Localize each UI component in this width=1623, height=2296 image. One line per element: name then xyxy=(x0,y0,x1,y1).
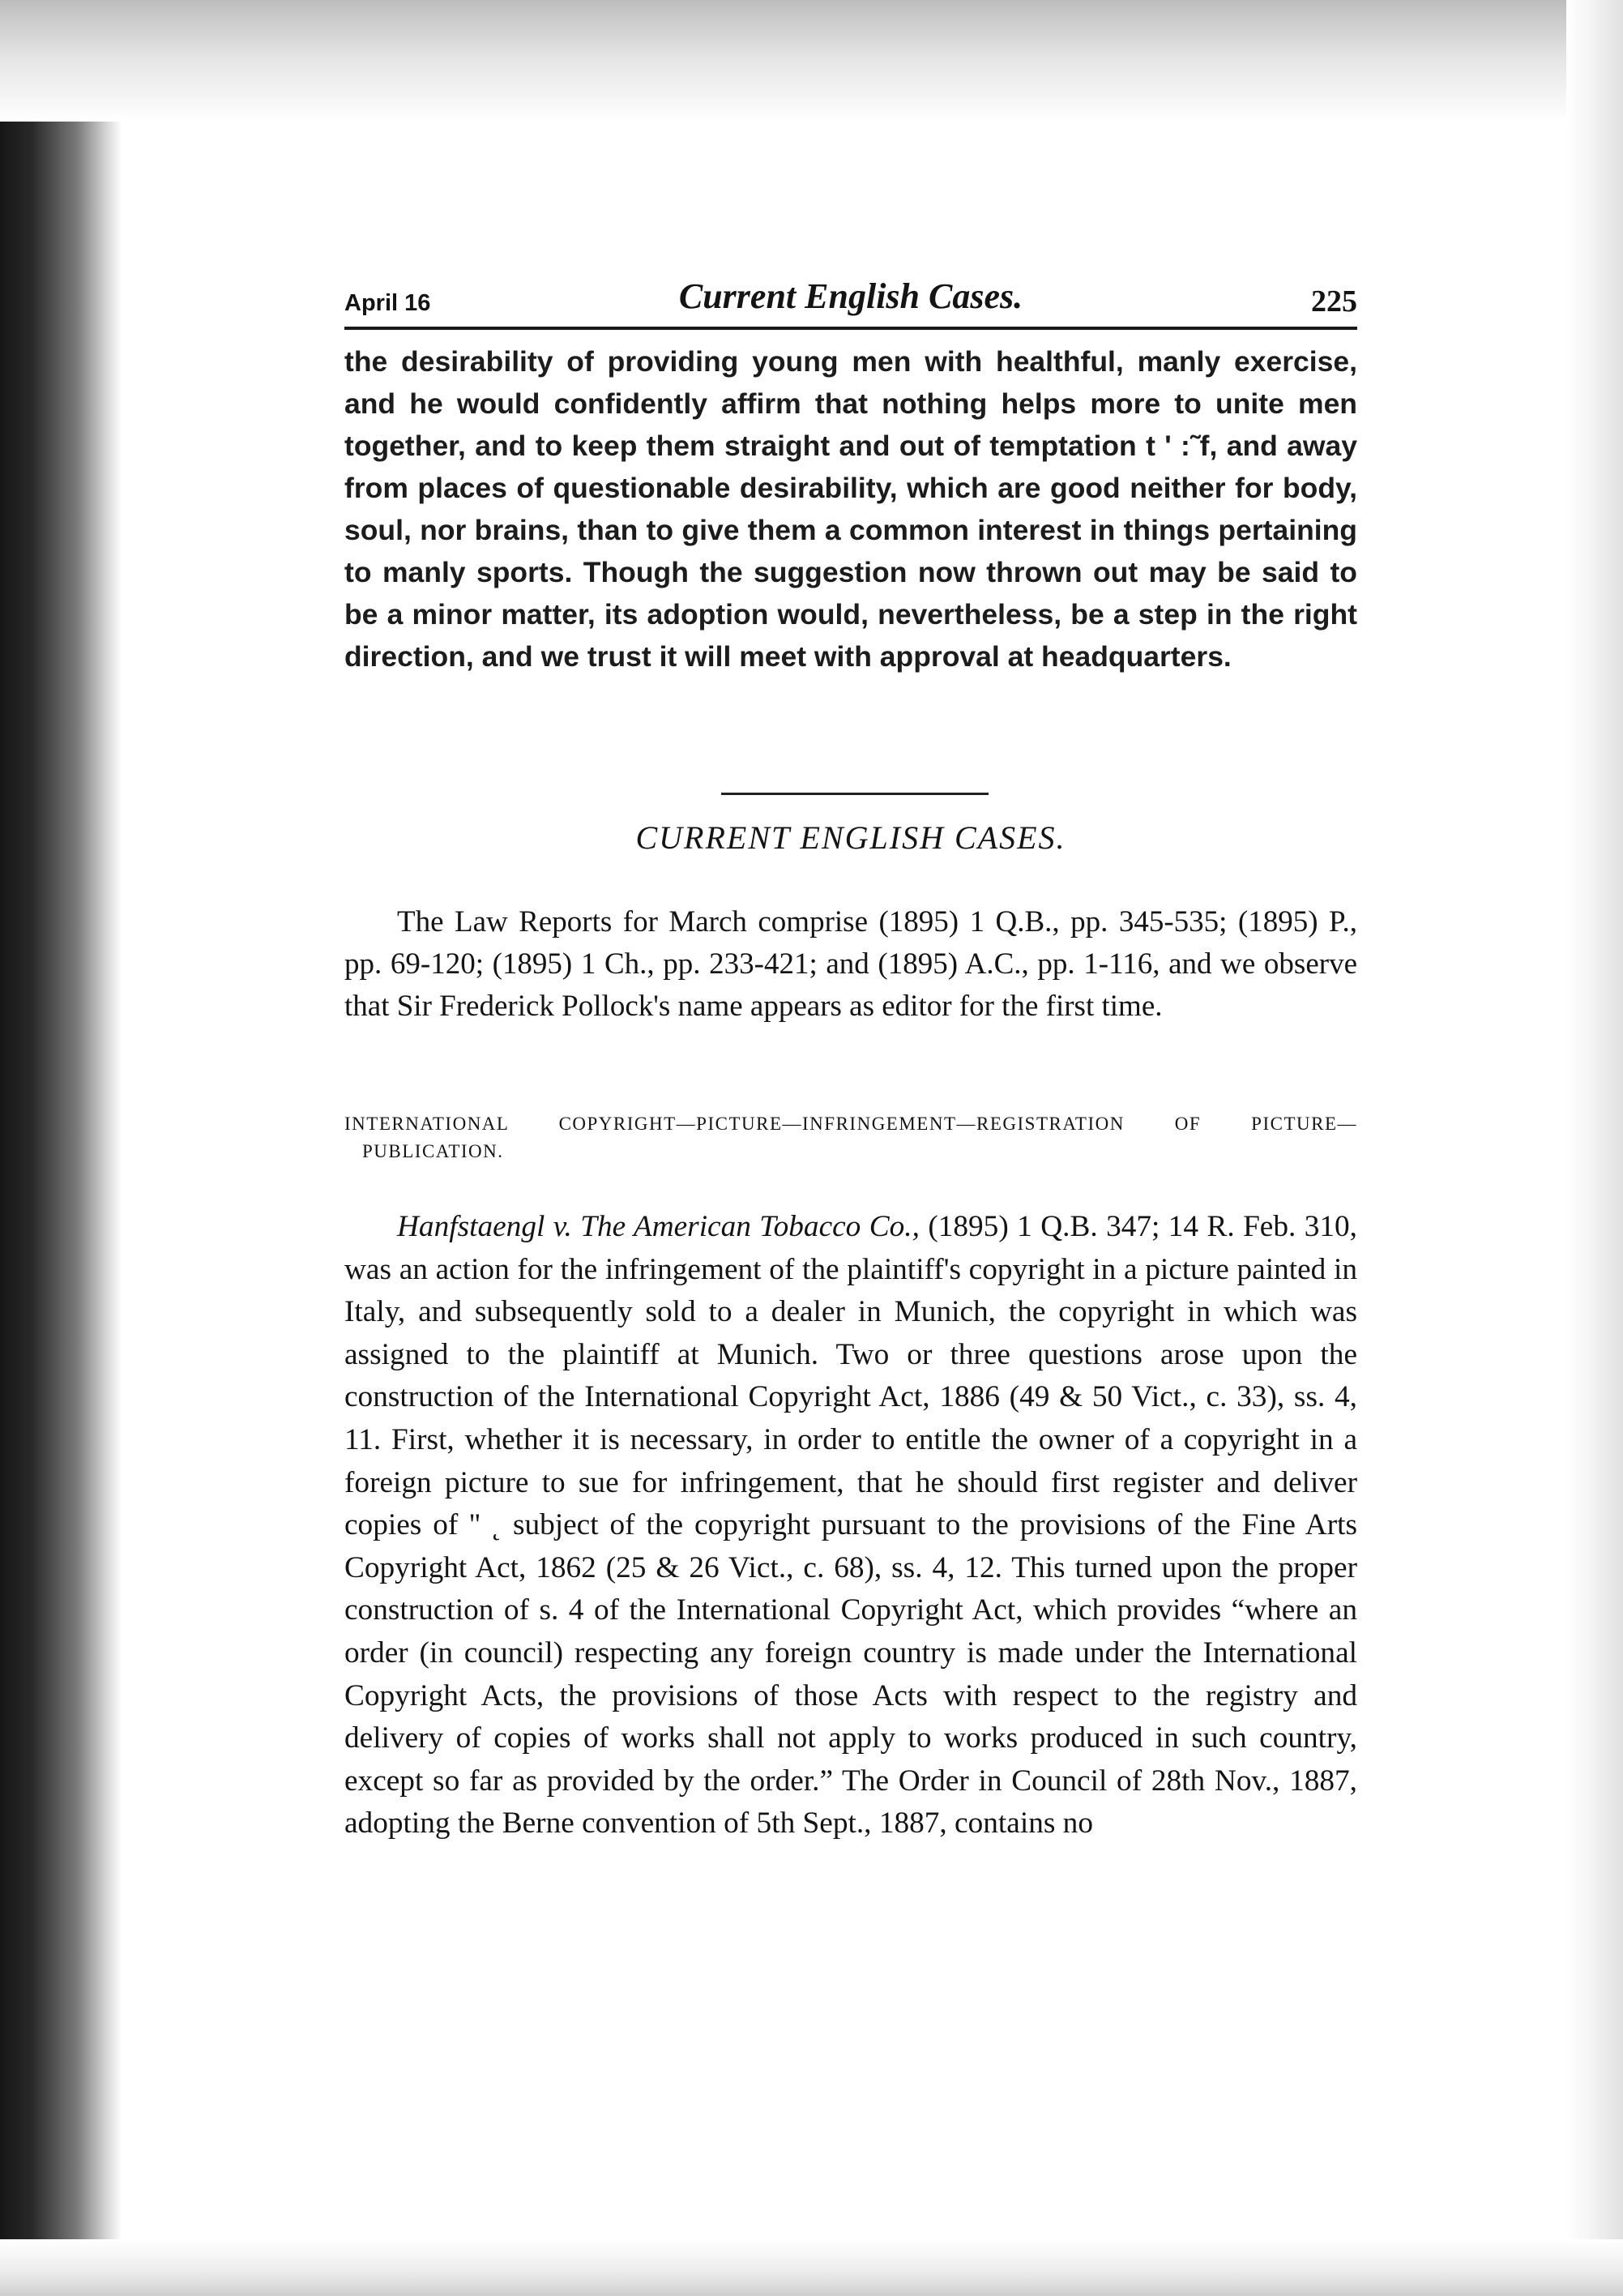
header-rule xyxy=(344,327,1357,330)
page xyxy=(344,0,1357,2296)
continuation-paragraph: the desirability of providing young men with healthful, manly exercise, and he would confidently affirm that nothing helps more to unite men together, and to keep them straight and out of temptation t ' :˜f, and away from places of questionable desirability, which are good neither for body, soul, nor brains, than to give them a common interest in things pertaining to manly sports. Though the suggestion now thrown out may be said to be a minor matter, its adoption would, nevertheless, be a step in the right direction, and we trust it will meet with approval at headquarters. xyxy=(344,345,1357,673)
section-divider xyxy=(721,793,989,795)
case-text: (1895) 1 Q.B. 347; 14 R. Feb. 310, was an action for the infringement of the plaintiff's copyright in a picture painted in Italy, and subsequently sold to a dealer in Munich, the copyright in which was assigned to the plaintiff at Munich. Two or three questions arose upon the construction of the International Copyright Act, 1886 (49 & 50 Vict., c. 33), ss. 4, 11. First, whether it is necessary, in order to entitle the owner of a copyright in a foreign picture to sue for infringement, that he should first register and deliver copies of '' ˛ subject of the copyright pursuant to the provisions of the Fine Arts Copyright Act, 1862 (25 & 26 Vict., c. 68), ss. 4, 12. This turned upon the proper construction of s. 4 of the International Copyright Act, which provides “where an order (in council) respecting any foreign country is made under the International Copyright Acts, the provisions of those Acts with respect to the registry and delivery of copies of works shall not apply to works produced in such country, except so far as provided by the order.” The Order in Council of 28th Nov., 1887, adopting the Berne convention of 5th Sept., 1887, contains no xyxy=(344,1210,1358,1841)
header-date: April 16 xyxy=(344,290,431,316)
case-catchline: INTERNATIONAL COPYRIGHT—PICTURE—INFRINGEMENT—REGISTRATION OF PICTURE—PUBLICATION. xyxy=(344,1114,1357,1161)
section-title: CURRENT ENGLISH CASES. xyxy=(635,819,1066,856)
scan-right-edge xyxy=(1566,0,1623,2296)
scan-left-edge xyxy=(0,0,122,2296)
case-name: Hanfstaengl v. The American Tobacco Co., xyxy=(397,1210,920,1243)
section-intro: The Law Reports for March comprise (1895) 1 Q.B., pp. 345-535; (1895) P., pp. 69-120; (1895) 1 Ch., pp. 233-421; and (1895) A.C., pp. 1-116, and we observe that Sir Frederick Pollock's name appears as editor for the first time. xyxy=(344,905,1357,1023)
header-title: Current English Cases. xyxy=(678,276,1023,316)
case-paragraph xyxy=(344,1206,1357,1845)
running-header xyxy=(344,276,1357,324)
page-number: 225 xyxy=(1311,284,1357,319)
